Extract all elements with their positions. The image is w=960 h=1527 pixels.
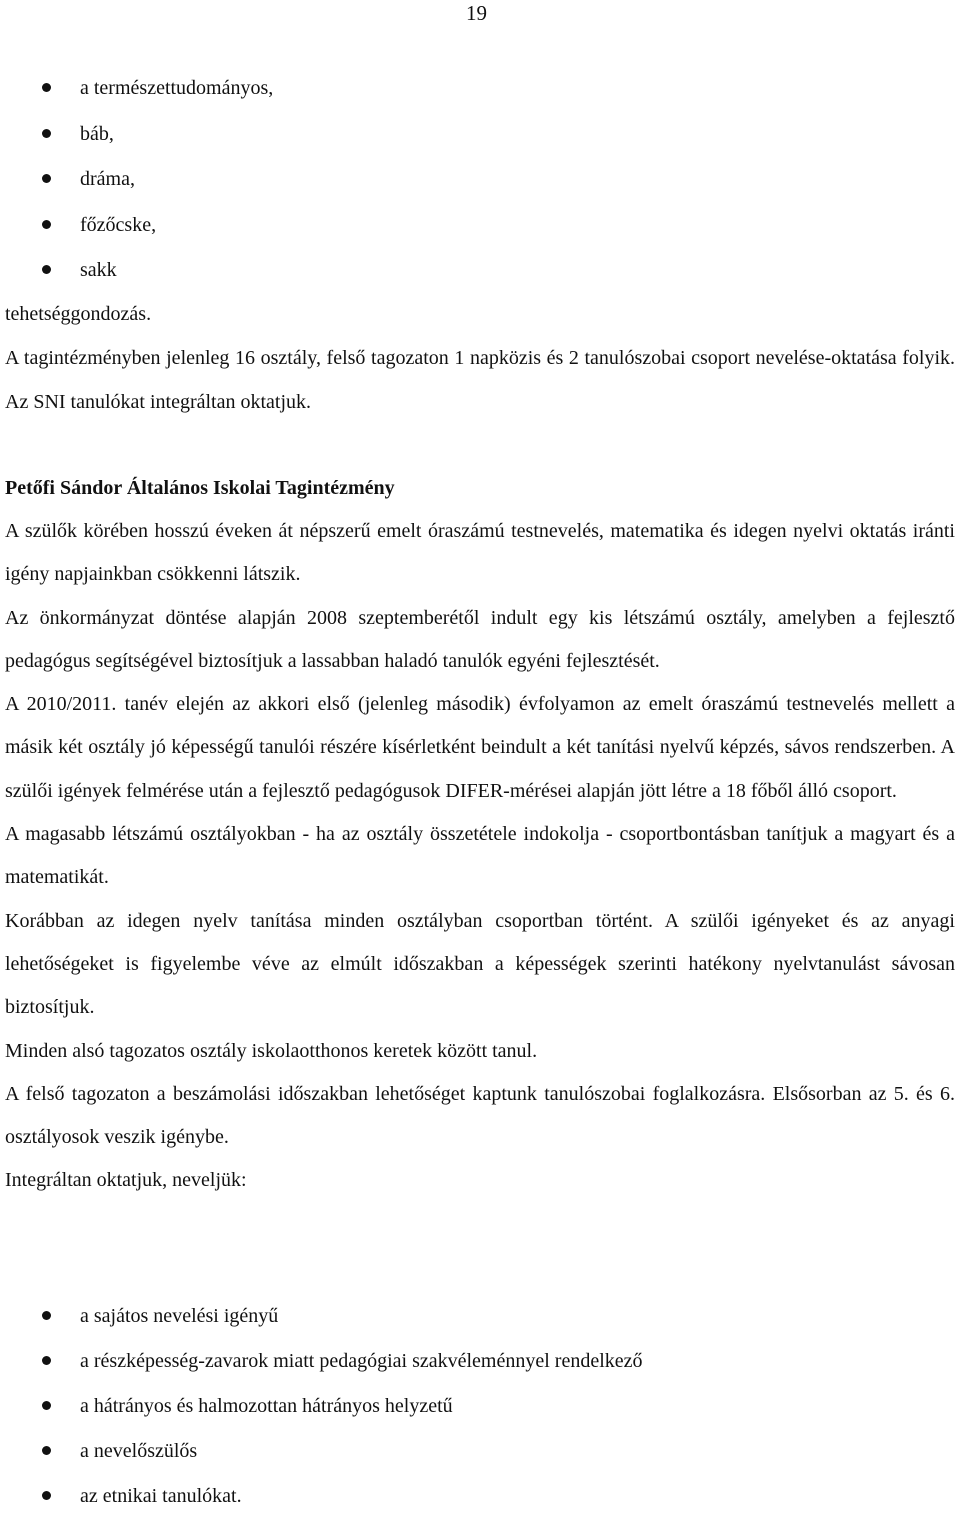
bullet-icon — [42, 1311, 51, 1320]
list-item — [0, 1437, 960, 1482]
paragraph: Az önkormányzat döntése alapján 2008 szeptemberétől indult egy kis létszámú osztály, amelyben a fejlesztő pedagógus segítségével biztosítjuk a lassabban haladó tanulók egyéni fejlesztését. — [5, 606, 955, 672]
bullet-icon — [42, 1446, 51, 1455]
list-item — [0, 74, 960, 120]
intro-text — [5, 292, 955, 424]
paragraph: A szülők körében hosszú éveken át népszerű emelt óraszámú testnevelés, matematika és idegen nyelvi oktatás iránti igény napjainkban csökkenni látszik. — [5, 520, 955, 586]
paragraph: Integráltan oktatjuk, neveljük: — [5, 1169, 247, 1192]
list-item-text: a nevelőszülős — [80, 1440, 198, 1462]
list-item — [0, 1302, 960, 1347]
list-item — [0, 1482, 960, 1527]
paragraph: A 2010/2011. tanév elején az akkori első (jelenleg második) évfolyamon az emelt óraszámú testnevelés mellett a másik két osztály jó képességű tanulói részére kísérletként beindult a két tanítási nyelvű képzés, sávos rendszerben. A szülői igények felmérése után a fejlesztő pedagógusok DIFER-mérései alapján jött létre a 18 főből álló csoport. — [5, 693, 955, 802]
section-title: Petőfi Sándor Általános Iskolai Tagintézmény — [5, 477, 395, 499]
list-item — [0, 1347, 960, 1392]
intro-line: tehetséggondozás. — [5, 303, 152, 325]
bullet-icon — [42, 83, 51, 92]
bullet-icon — [42, 174, 51, 183]
paragraph: Korábban az idegen nyelv tanítása minden osztályban csoportban történt. A szülői igényeket és az anyagi lehetőségeket is figyelembe véve az elmúlt időszakban a képességek szerinti hatékony nyelvtanulást sávosan biztosítjuk. — [5, 909, 955, 1019]
list-item-text: dráma, — [80, 168, 135, 190]
page-number: 19 — [466, 1, 487, 25]
bullet-icon — [42, 1401, 51, 1410]
list-item — [0, 120, 960, 166]
paragraph: A magasabb létszámú osztályokban - ha az osztály összetétele indokolja - csoportbontásban tanítjuk a magyart és a matematikát. — [5, 823, 955, 889]
bullet-icon — [42, 129, 51, 138]
list-item — [0, 165, 960, 211]
list-item-text: a sajátos nevelési igényű — [80, 1305, 279, 1327]
list-item-text: sakk — [80, 259, 117, 281]
list-item-text: a hátrányos és halmozottan hátrányos helyzetű — [80, 1395, 453, 1417]
list-item-text: a természettudományos, — [80, 77, 274, 99]
bullet-icon — [42, 1491, 51, 1500]
list-item-text: főzőcske, — [80, 213, 157, 236]
list-item-text: az etnikai tanulókat. — [80, 1485, 242, 1507]
bullet-icon — [42, 1356, 51, 1365]
list-item-text: a részképesség-zavarok miatt pedagógiai szakvéleménnyel rendelkező — [80, 1350, 643, 1372]
integration-list — [0, 1302, 960, 1527]
section-body — [5, 510, 955, 1203]
list-item — [0, 211, 960, 257]
paragraph: Minden alsó tagozatos osztály iskolaotthonos keretek között tanul. — [5, 1039, 538, 1062]
bullet-icon — [42, 265, 51, 274]
list-item — [0, 1392, 960, 1437]
list-item-text: báb, — [80, 122, 114, 145]
paragraph: A felső tagozaton a beszámolási időszakban lehetőséget kaptunk tanulószobai foglalkozásra. Elsősorban az 5. és 6. osztályosok veszik igénybe. — [5, 1082, 955, 1149]
intro-paragraph: A tagintézményben jelenleg 16 osztály, felső tagozaton 1 napközis és 2 tanulószobai csoport nevelése-oktatása folyik. Az SNI tanulókat integráltan oktatjuk. — [5, 347, 955, 413]
activity-list — [0, 74, 960, 302]
bullet-icon — [42, 220, 51, 229]
